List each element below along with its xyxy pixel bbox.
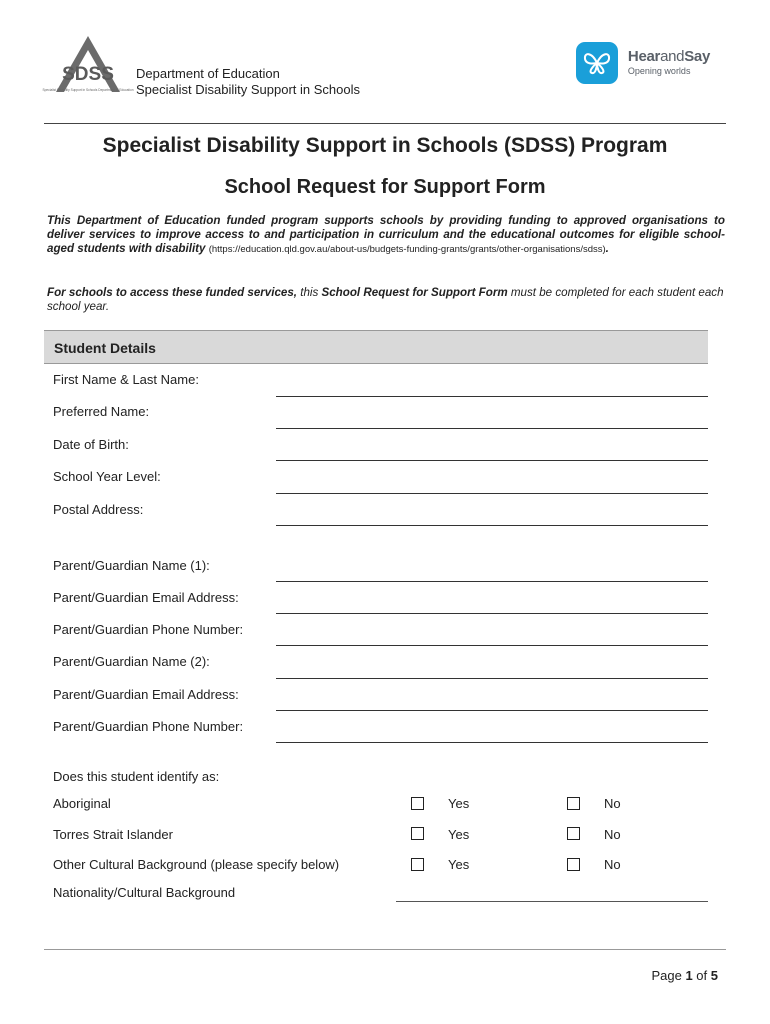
- footer-divider: [44, 949, 726, 950]
- torres-strait-yes-checkbox[interactable]: [411, 827, 424, 840]
- department-block: [136, 66, 360, 98]
- label-date-of-birth: Date of Birth:: [53, 437, 129, 452]
- intro-url[interactable]: (https://education.qld.gov.au/about-us/budgets-funding-grants/grants/other-organisations/sdss): [208, 244, 606, 255]
- sdss-logo-subtext: Specialist Disability Support in Schools Department of Education: [42, 88, 134, 92]
- label-guardian-email-2: Parent/Guardian Email Address:: [53, 687, 239, 702]
- input-guardian-name-1[interactable]: [276, 581, 708, 582]
- page-word: Page: [651, 968, 682, 983]
- identify-row-aboriginal: Aboriginal: [53, 796, 111, 811]
- torres-strait-no-label: No: [604, 827, 621, 842]
- input-date-of-birth[interactable]: [276, 460, 708, 461]
- other-cultural-no-label: No: [604, 857, 621, 872]
- aboriginal-no-label: No: [604, 796, 621, 811]
- page-title: Specialist Disability Support in Schools (SDSS) Program: [102, 134, 668, 157]
- instruction-note: [47, 286, 725, 314]
- torres-strait-no-checkbox[interactable]: [567, 827, 580, 840]
- page-number: [651, 968, 718, 983]
- note-part4: must be completed for each student each school year.: [47, 286, 724, 313]
- input-guardian-phone-1[interactable]: [276, 645, 708, 646]
- label-guardian-email-1: Parent/Guardian Email Address:: [53, 590, 239, 605]
- input-postal-address[interactable]: [276, 525, 708, 526]
- note-part2: this: [297, 286, 322, 299]
- hear-and-say-wordmark: [628, 49, 710, 77]
- sdss-logo: [42, 34, 134, 106]
- butterfly-icon: [576, 42, 618, 84]
- input-nationality[interactable]: [396, 901, 708, 902]
- page-of: of: [696, 968, 708, 983]
- other-cultural-yes-checkbox[interactable]: [411, 858, 424, 871]
- program-name: Specialist Disability Support in Schools: [136, 82, 360, 97]
- label-guardian-phone-1: Parent/Guardian Phone Number:: [53, 622, 244, 637]
- header-divider: [44, 123, 726, 124]
- label-guardian-name-1: Parent/Guardian Name (1):: [53, 558, 210, 573]
- department-name: Department of Education: [136, 66, 280, 81]
- identify-row-torres-strait: Torres Strait Islander: [53, 827, 173, 842]
- logo-word-hear: Hear: [627, 48, 661, 65]
- label-nationality: Nationality/Cultural Background: [53, 885, 236, 900]
- sdss-logo-text: SDSS: [62, 64, 114, 85]
- identify-question: Does this student identify as:: [53, 769, 220, 784]
- intro-paragraph: [47, 214, 725, 257]
- torres-strait-yes-label: Yes: [448, 827, 470, 842]
- intro-text: This Department of Education funded program supports schools by providing funding to approved organisations to deliver services to improve access to and participation in curriculum and the educational outcomes for eligible school-aged students with disability: [47, 214, 725, 255]
- note-part1: For schools to access these funded services,: [47, 286, 298, 299]
- input-guardian-email-2[interactable]: [276, 710, 708, 711]
- logo-tagline: Opening worlds: [627, 66, 691, 76]
- section-header-student-details: Student Details: [44, 330, 708, 364]
- label-school-year-level: School Year Level:: [53, 469, 161, 484]
- other-cultural-yes-label: Yes: [448, 857, 470, 872]
- identify-row-other-cultural: Other Cultural Background (please specify below): [53, 857, 340, 872]
- form-subtitle: School Request for Support Form: [224, 176, 546, 198]
- label-first-last-name: First Name & Last Name:: [53, 372, 199, 387]
- page-current: 1: [685, 968, 693, 983]
- label-guardian-phone-2: Parent/Guardian Phone Number:: [53, 719, 244, 734]
- intro-end: .: [605, 242, 609, 255]
- logo-word-and: and: [660, 48, 685, 65]
- logo-word-say: Say: [684, 48, 710, 65]
- document-header: [42, 34, 728, 124]
- input-guardian-email-1[interactable]: [276, 613, 708, 614]
- input-first-last-name[interactable]: [276, 396, 708, 397]
- label-postal-address: Postal Address:: [53, 502, 144, 517]
- other-cultural-no-checkbox[interactable]: [567, 858, 580, 871]
- label-preferred-name: Preferred Name:: [53, 404, 150, 419]
- page-total: 5: [710, 968, 718, 983]
- aboriginal-yes-checkbox[interactable]: [411, 797, 424, 810]
- aboriginal-yes-label: Yes: [448, 796, 470, 811]
- input-preferred-name[interactable]: [276, 428, 708, 429]
- input-school-year-level[interactable]: [276, 493, 708, 494]
- aboriginal-no-checkbox[interactable]: [567, 797, 580, 810]
- input-guardian-phone-2[interactable]: [276, 742, 708, 743]
- input-guardian-name-2[interactable]: [276, 678, 708, 679]
- hear-and-say-logo: [576, 42, 710, 84]
- note-part3: School Request for Support Form: [321, 286, 508, 299]
- label-guardian-name-2: Parent/Guardian Name (2):: [53, 654, 210, 669]
